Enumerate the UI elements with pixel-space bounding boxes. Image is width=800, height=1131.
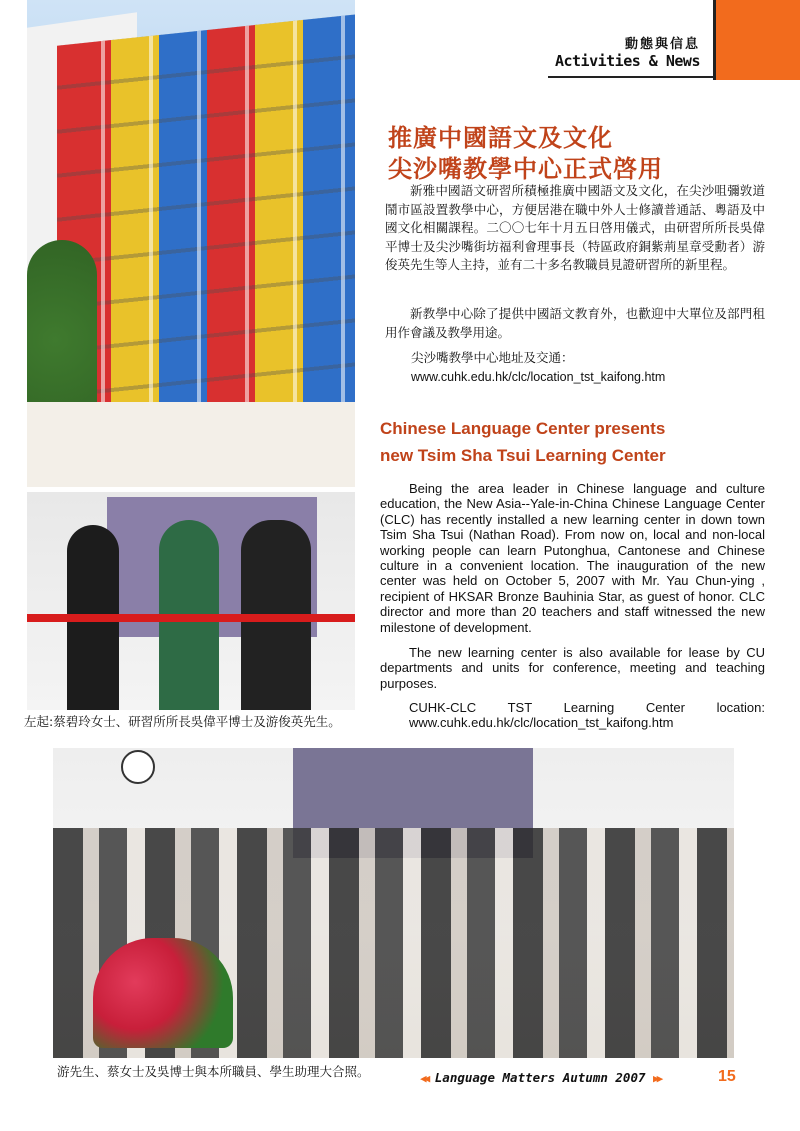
article-en-title-line2: new Tsim Sha Tsui Learning Center xyxy=(380,446,666,465)
article-en-paragraph-2: The new learning center is also available for lease by CU departments and units for conference, meeting and teaching purposes. xyxy=(380,645,765,691)
next-arrows-icon: ▶▶ xyxy=(653,1072,661,1085)
footer-publication xyxy=(420,1070,660,1085)
article-zh-location-link[interactable]: www.cuhk.edu.hk/clc/location_tst_kaifong.htm xyxy=(411,369,666,384)
article-zh-location-label: 尖沙嘴教學中心地址及交通： xyxy=(411,350,574,365)
article-en-title-line1: Chinese Language Center presents xyxy=(380,419,666,438)
article-en-location-label: CUHK-CLC TST Learning Center location: xyxy=(409,700,765,715)
section-title-zh: 動態與信息 xyxy=(624,37,700,52)
group-photo-caption: 游先生、蔡女士及吳博士與本所職員、學生助理大合照。 xyxy=(57,1064,370,1079)
red-ribbon xyxy=(27,614,355,622)
page-number: 15 xyxy=(718,1068,736,1085)
flower-basket xyxy=(93,938,233,1048)
article-zh-paragraph-1: 新雅中國語文研習所積極推廣中國語文及文化，在尖沙咀彌敦道鬧市區設置教學中心，方便居港在職中外人士修讀普通話、粵語及中國文化相關課程。二〇〇七年十月五日啓用儀式，由研習所所長吳偉平博士及尖沙嘴街坊福利會理事長（特區政府銅紫荊星章受勳者）游俊英先生等人主持，並有二十多名教職員見證研習所的新里程。 xyxy=(385,183,765,273)
article-zh-paragraph-2: 新教學中心除了提供中國語文教育外，也歡迎中大單位及部門租用作會議及教學用途。 xyxy=(385,306,765,340)
article-en-location-link[interactable]: www.cuhk.edu.hk/clc/location_tst_kaifong.htm xyxy=(409,715,674,731)
article-en-location xyxy=(409,700,765,731)
header-accent-block xyxy=(716,0,800,80)
wall-clock xyxy=(121,750,155,784)
ground xyxy=(27,402,355,487)
building-photo xyxy=(27,0,355,487)
section-title-en: Activities & News xyxy=(554,52,700,70)
header-divider xyxy=(713,0,716,80)
group-photo xyxy=(53,748,734,1058)
publication-title: Language Matters Autumn 2007 xyxy=(434,1070,646,1085)
header-underline xyxy=(548,76,716,78)
article-zh-title-line1: 推廣中國語文及文化 xyxy=(388,123,613,152)
prev-arrows-icon: ◀◀ xyxy=(420,1072,428,1085)
ribbon-cutting-photo xyxy=(27,492,355,710)
article-zh-title-line2: 尖沙嘴教學中心正式啓用 xyxy=(388,154,663,183)
article-zh-location xyxy=(411,349,765,386)
ribbon-photo-caption: 左起:蔡碧玲女士、研習所所長吳偉平博士及游俊英先生。 xyxy=(24,714,341,729)
article-en-paragraph-1: Being the area leader in Chinese language and culture education, the New Asia--Yale-in-China Chinese Language Center (CLC) has recently installed a new learning center in down town Tsim Sha Tsui (Nathan Road). From now on, local and non-local working people can learn Putonghua, Cantonese and Chinese culture in a convenient location. The inauguration of the new center was held on October 5, 2007 with Mr. Yau Chun-ying , recipient of HKSAR Bronze Bauhinia Star, as guest of honor. CLC director and more than 20 teachers and staff witnessed the new milestone of development. xyxy=(380,481,765,635)
